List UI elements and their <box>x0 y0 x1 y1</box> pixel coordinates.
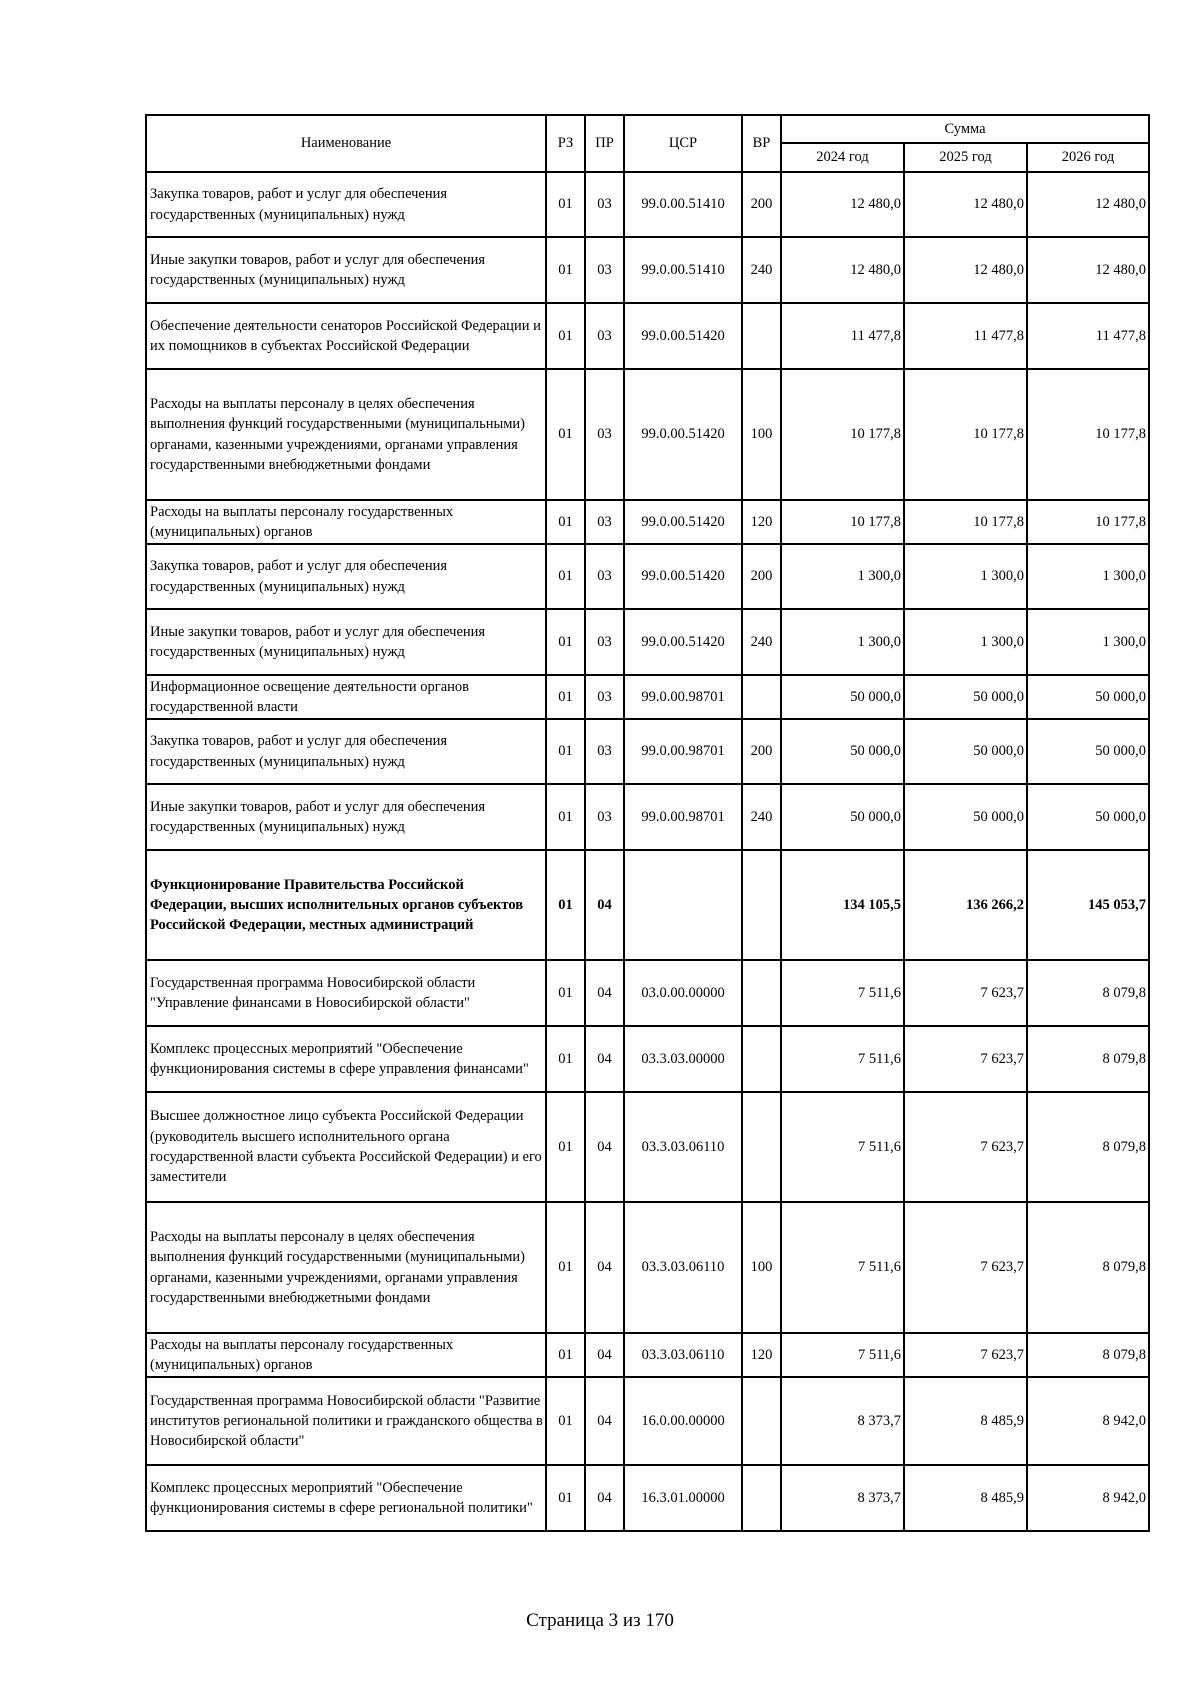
header-rz: РЗ <box>546 115 585 172</box>
table-row <box>146 544 1149 609</box>
cell-sum-2025: 50 000,0 <box>904 719 1027 784</box>
cell-sum-2026: 1 300,0 <box>1027 609 1149 675</box>
cell-pr: 04 <box>585 1202 624 1333</box>
cell-sum-2026: 8 079,8 <box>1027 960 1149 1026</box>
cell-pr: 03 <box>585 303 624 369</box>
cell-name: Расходы на выплаты персоналу государственных (муниципальных) органов <box>146 1333 546 1377</box>
cell-rz: 01 <box>546 500 585 544</box>
cell-vr: 200 <box>742 544 781 609</box>
cell-csr: 03.3.03.00000 <box>624 1026 742 1092</box>
cell-csr: 99.0.00.51420 <box>624 544 742 609</box>
cell-sum-2024: 7 511,6 <box>781 1092 904 1202</box>
cell-sum-2026: 8 942,0 <box>1027 1377 1149 1465</box>
cell-sum-2026: 50 000,0 <box>1027 784 1149 850</box>
cell-pr: 03 <box>585 675 624 719</box>
header-year-2024: 2024 год <box>781 143 904 172</box>
cell-sum-2025: 8 485,9 <box>904 1377 1027 1465</box>
table-row <box>146 675 1149 719</box>
cell-pr: 03 <box>585 172 624 237</box>
cell-vr <box>742 850 781 960</box>
cell-rz: 01 <box>546 1465 585 1531</box>
cell-pr: 03 <box>585 237 624 303</box>
table-row <box>146 960 1149 1026</box>
cell-sum-2024: 1 300,0 <box>781 544 904 609</box>
cell-name: Расходы на выплаты персоналу в целях обеспечения выполнения функций государственными (муниципальными) органами, казенными учреждениями, органами управления государственными внебюджетными фондами <box>146 1202 546 1333</box>
header-sum: Сумма <box>781 115 1149 143</box>
cell-name: Функционирование Правительства Российской Федерации, высших исполнительных органов субъектов Российской Федерации, местных администраций <box>146 850 546 960</box>
cell-sum-2024: 50 000,0 <box>781 719 904 784</box>
cell-vr <box>742 1092 781 1202</box>
cell-sum-2025: 7 623,7 <box>904 1092 1027 1202</box>
table-row <box>146 1333 1149 1377</box>
cell-sum-2024: 1 300,0 <box>781 609 904 675</box>
cell-sum-2026: 50 000,0 <box>1027 675 1149 719</box>
cell-sum-2025: 7 623,7 <box>904 1202 1027 1333</box>
cell-sum-2025: 10 177,8 <box>904 500 1027 544</box>
cell-sum-2024: 7 511,6 <box>781 960 904 1026</box>
cell-csr: 99.0.00.51420 <box>624 609 742 675</box>
cell-sum-2026: 10 177,8 <box>1027 369 1149 500</box>
cell-csr: 99.0.00.51420 <box>624 500 742 544</box>
cell-vr: 240 <box>742 609 781 675</box>
cell-sum-2024: 50 000,0 <box>781 675 904 719</box>
cell-pr: 04 <box>585 1092 624 1202</box>
cell-sum-2025: 12 480,0 <box>904 172 1027 237</box>
cell-sum-2026: 12 480,0 <box>1027 172 1149 237</box>
cell-csr: 03.3.03.06110 <box>624 1092 742 1202</box>
cell-sum-2025: 10 177,8 <box>904 369 1027 500</box>
cell-pr: 03 <box>585 719 624 784</box>
cell-name: Закупка товаров, работ и услуг для обеспечения государственных (муниципальных) нужд <box>146 719 546 784</box>
cell-pr: 04 <box>585 850 624 960</box>
cell-vr: 100 <box>742 369 781 500</box>
cell-rz: 01 <box>546 850 585 960</box>
cell-csr: 16.3.01.00000 <box>624 1465 742 1531</box>
cell-vr <box>742 960 781 1026</box>
cell-sum-2024: 8 373,7 <box>781 1465 904 1531</box>
cell-vr <box>742 1465 781 1531</box>
cell-rz: 01 <box>546 719 585 784</box>
cell-sum-2024: 8 373,7 <box>781 1377 904 1465</box>
table-row <box>146 500 1149 544</box>
table-body <box>146 172 1149 1531</box>
cell-sum-2024: 134 105,5 <box>781 850 904 960</box>
cell-vr: 200 <box>742 719 781 784</box>
cell-sum-2025: 8 485,9 <box>904 1465 1027 1531</box>
cell-sum-2026: 8 079,8 <box>1027 1202 1149 1333</box>
cell-vr: 120 <box>742 1333 781 1377</box>
cell-pr: 03 <box>585 609 624 675</box>
cell-rz: 01 <box>546 1026 585 1092</box>
header-year-2026: 2026 год <box>1027 143 1149 172</box>
header-csr: ЦСР <box>624 115 742 172</box>
cell-rz: 01 <box>546 960 585 1026</box>
cell-csr: 16.0.00.00000 <box>624 1377 742 1465</box>
cell-rz: 01 <box>546 369 585 500</box>
cell-csr: 99.0.00.98701 <box>624 784 742 850</box>
cell-sum-2024: 50 000,0 <box>781 784 904 850</box>
cell-sum-2025: 136 266,2 <box>904 850 1027 960</box>
table-row <box>146 1026 1149 1092</box>
cell-sum-2026: 145 053,7 <box>1027 850 1149 960</box>
cell-csr: 03.3.03.06110 <box>624 1333 742 1377</box>
cell-name: Закупка товаров, работ и услуг для обеспечения государственных (муниципальных) нужд <box>146 172 546 237</box>
cell-sum-2024: 7 511,6 <box>781 1202 904 1333</box>
table-header <box>146 115 1149 172</box>
cell-sum-2026: 12 480,0 <box>1027 237 1149 303</box>
cell-name: Государственная программа Новосибирской области "Развитие институтов региональной политики и гражданского общества в Новосибирской области" <box>146 1377 546 1465</box>
cell-name: Расходы на выплаты персоналу в целях обеспечения выполнения функций государственными (муниципальными) органами, казенными учреждениями, органами управления государственными внебюджетными фондами <box>146 369 546 500</box>
cell-sum-2024: 7 511,6 <box>781 1026 904 1092</box>
cell-rz: 01 <box>546 544 585 609</box>
cell-sum-2025: 7 623,7 <box>904 960 1027 1026</box>
cell-name: Закупка товаров, работ и услуг для обеспечения государственных (муниципальных) нужд <box>146 544 546 609</box>
cell-sum-2024: 12 480,0 <box>781 237 904 303</box>
table-row <box>146 369 1149 500</box>
cell-pr: 04 <box>585 1377 624 1465</box>
cell-pr: 03 <box>585 500 624 544</box>
cell-sum-2025: 7 623,7 <box>904 1333 1027 1377</box>
cell-vr <box>742 675 781 719</box>
cell-sum-2026: 8 079,8 <box>1027 1026 1149 1092</box>
cell-rz: 01 <box>546 1092 585 1202</box>
table-row <box>146 1377 1149 1465</box>
budget-page <box>145 114 1148 1532</box>
cell-rz: 01 <box>546 1377 585 1465</box>
cell-rz: 01 <box>546 1333 585 1377</box>
cell-vr: 240 <box>742 237 781 303</box>
cell-vr <box>742 1377 781 1465</box>
cell-sum-2024: 7 511,6 <box>781 1333 904 1377</box>
cell-rz: 01 <box>546 237 585 303</box>
cell-name: Комплекс процессных мероприятий "Обеспечение функционирования системы в сфере региональной политики" <box>146 1465 546 1531</box>
cell-sum-2024: 10 177,8 <box>781 500 904 544</box>
table-row <box>146 719 1149 784</box>
table-row <box>146 1202 1149 1333</box>
cell-pr: 04 <box>585 960 624 1026</box>
cell-csr: 03.0.00.00000 <box>624 960 742 1026</box>
table-row <box>146 237 1149 303</box>
header-name: Наименование <box>146 115 546 172</box>
cell-name: Иные закупки товаров, работ и услуг для обеспечения государственных (муниципальных) нужд <box>146 609 546 675</box>
cell-pr: 03 <box>585 784 624 850</box>
cell-pr: 04 <box>585 1465 624 1531</box>
cell-sum-2026: 8 079,8 <box>1027 1092 1149 1202</box>
cell-csr <box>624 850 742 960</box>
table-row <box>146 784 1149 850</box>
cell-csr: 03.3.03.06110 <box>624 1202 742 1333</box>
cell-name: Обеспечение деятельности сенаторов Российской Федерации и их помощников в субъектах Российской Федерации <box>146 303 546 369</box>
table-row <box>146 303 1149 369</box>
table-row <box>146 1465 1149 1531</box>
cell-name: Расходы на выплаты персоналу государственных (муниципальных) органов <box>146 500 546 544</box>
cell-sum-2026: 8 079,8 <box>1027 1333 1149 1377</box>
cell-vr: 100 <box>742 1202 781 1333</box>
header-pr: ПР <box>585 115 624 172</box>
cell-vr: 240 <box>742 784 781 850</box>
table-row <box>146 850 1149 960</box>
cell-sum-2024: 11 477,8 <box>781 303 904 369</box>
header-year-2025: 2025 год <box>904 143 1027 172</box>
budget-table <box>145 114 1150 1532</box>
header-vr: ВР <box>742 115 781 172</box>
cell-vr: 200 <box>742 172 781 237</box>
cell-csr: 99.0.00.51410 <box>624 172 742 237</box>
cell-sum-2025: 11 477,8 <box>904 303 1027 369</box>
cell-rz: 01 <box>546 609 585 675</box>
cell-csr: 99.0.00.51420 <box>624 369 742 500</box>
cell-pr: 03 <box>585 544 624 609</box>
table-row <box>146 172 1149 237</box>
cell-sum-2025: 50 000,0 <box>904 675 1027 719</box>
cell-rz: 01 <box>546 1202 585 1333</box>
cell-name: Комплекс процессных мероприятий "Обеспечение функционирования системы в сфере управления финансами" <box>146 1026 546 1092</box>
cell-sum-2026: 11 477,8 <box>1027 303 1149 369</box>
cell-vr: 120 <box>742 500 781 544</box>
cell-rz: 01 <box>546 784 585 850</box>
cell-name: Государственная программа Новосибирской области "Управление финансами в Новосибирской области" <box>146 960 546 1026</box>
cell-sum-2025: 50 000,0 <box>904 784 1027 850</box>
cell-pr: 04 <box>585 1026 624 1092</box>
cell-pr: 03 <box>585 369 624 500</box>
cell-csr: 99.0.00.98701 <box>624 719 742 784</box>
cell-name: Информационное освещение деятельности органов государственной власти <box>146 675 546 719</box>
cell-sum-2025: 7 623,7 <box>904 1026 1027 1092</box>
page-footer: Страница 3 из 170 <box>526 1610 674 1631</box>
cell-name: Иные закупки товаров, работ и услуг для обеспечения государственных (муниципальных) нужд <box>146 237 546 303</box>
cell-sum-2026: 50 000,0 <box>1027 719 1149 784</box>
cell-sum-2026: 10 177,8 <box>1027 500 1149 544</box>
cell-sum-2025: 12 480,0 <box>904 237 1027 303</box>
cell-pr: 04 <box>585 1333 624 1377</box>
cell-csr: 99.0.00.98701 <box>624 675 742 719</box>
cell-name: Иные закупки товаров, работ и услуг для обеспечения государственных (муниципальных) нужд <box>146 784 546 850</box>
cell-csr: 99.0.00.51420 <box>624 303 742 369</box>
cell-sum-2025: 1 300,0 <box>904 544 1027 609</box>
table-row <box>146 1092 1149 1202</box>
cell-sum-2025: 1 300,0 <box>904 609 1027 675</box>
cell-vr <box>742 303 781 369</box>
cell-sum-2024: 10 177,8 <box>781 369 904 500</box>
cell-csr: 99.0.00.51410 <box>624 237 742 303</box>
cell-sum-2024: 12 480,0 <box>781 172 904 237</box>
cell-sum-2026: 8 942,0 <box>1027 1465 1149 1531</box>
cell-rz: 01 <box>546 303 585 369</box>
cell-vr <box>742 1026 781 1092</box>
cell-rz: 01 <box>546 675 585 719</box>
cell-sum-2026: 1 300,0 <box>1027 544 1149 609</box>
cell-rz: 01 <box>546 172 585 237</box>
cell-name: Высшее должностное лицо субъекта Российской Федерации (руководитель высшего исполнительного органа государственной власти субъекта Российской Федерации) и его заместители <box>146 1092 546 1202</box>
table-row <box>146 609 1149 675</box>
